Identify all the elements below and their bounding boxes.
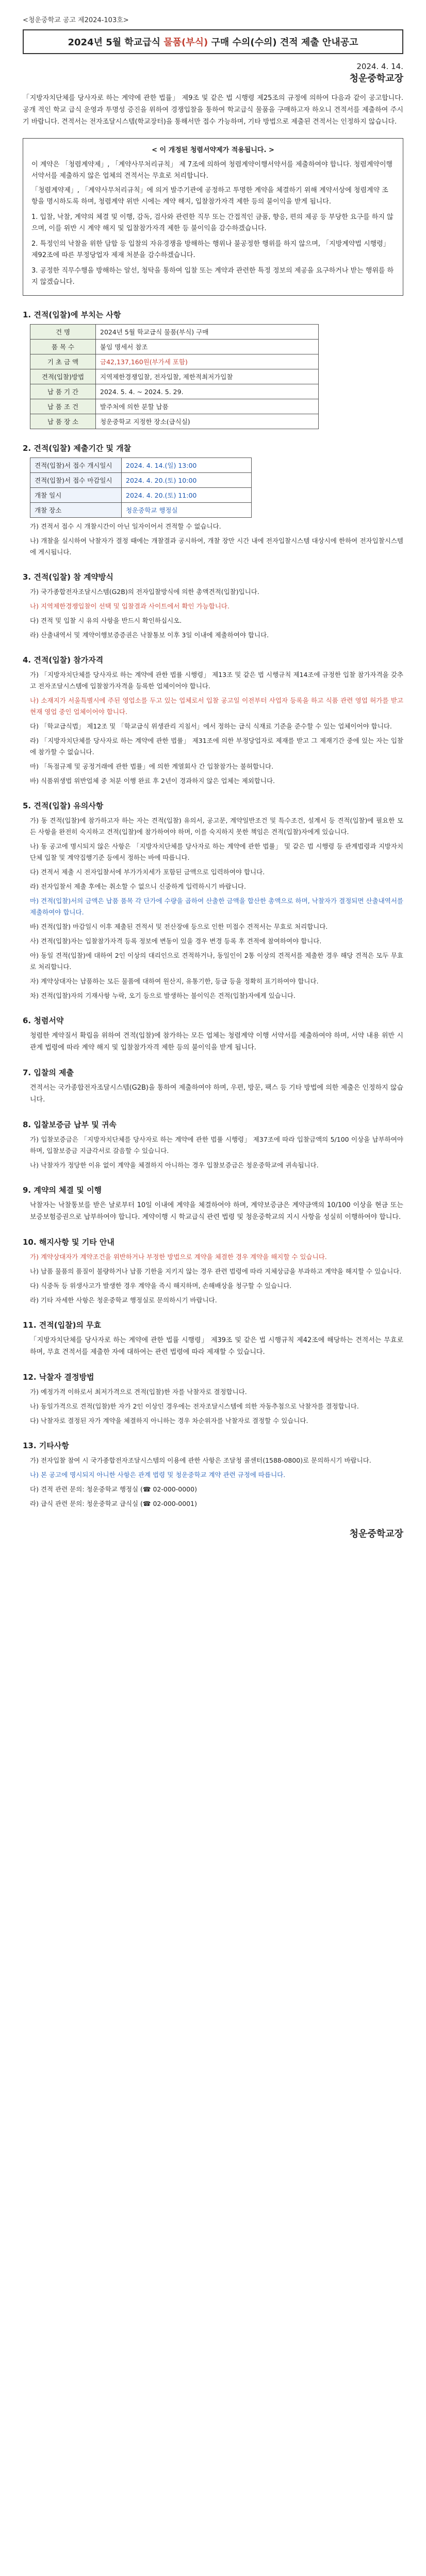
integrity-notice-list	[31, 212, 395, 288]
table-key: 납 품 조 건	[30, 399, 96, 414]
list-item: 다) 견적 및 입찰 시 유의 사항을 반드시 확인하십시오.	[30, 617, 182, 624]
table-value: 붙임 명세서 참조	[96, 340, 319, 354]
section-title: 3. 견적(입찰) 참 계약방식	[23, 572, 113, 582]
section-title: 1. 견적(입찰)에 부치는 사항	[23, 310, 121, 319]
integrity-notice-title: < 이 개정된 청렴서약제가 적용됩니다. >	[152, 146, 274, 154]
list-item: 가) 동 견적(입찰)에 참가하고자 하는 자는 견적(입찰) 유의서, 공고문, 계약일반조건 및 특수조건, 설계서 등 견적(입찰)에 필요한 모든 사항을 완전히 숙지하고 견적(입찰)에 참가하여야 하며, 이를 숙지하지 못한 책임은 견적(입찰)자에게 있습니다.	[30, 817, 403, 836]
list-item: 바) 식품위생법 위반업체 중 처분 이행 완료 후 2년이 경과하지 않은 업체는 제외합니다.	[30, 777, 275, 785]
title-prefix: 2024년 5월 학교급식	[68, 37, 164, 48]
table-row	[30, 369, 319, 384]
table-key: 건 명	[30, 325, 96, 340]
integrity-notice-intro: 이 계약은 「청렴계약제」, 「계약사무처리규칙」 제 7조에 의하여 청렴계약이행서약서를 제출하여야 합니다. 청렴계약이행서약서를 제출하지 않은 업체의 견적서는 무효로 처리합니다.	[31, 161, 393, 180]
section-title: 2. 견적(입찰) 제출기간 및 개찰	[23, 444, 132, 453]
notice-date: 2024. 4. 14.	[356, 62, 403, 71]
list-item: 나) 낙찰자가 정당한 이유 없이 계약을 체결하지 아니하는 경우 입찰보증금은 청운중학교에 귀속됩니다.	[30, 1161, 319, 1169]
title-suffix: 구매 수의(수의) 견적 제출 안내공고	[208, 37, 358, 48]
misc-list	[30, 1455, 403, 1510]
list-item: 나) 동 공고에 명시되지 않은 사항은 「지방자치단체를 당사자로 하는 계약에 관한 법률」 및 같은 법 시행령 등 관계법령과 지방자치단체 입찰 및 계약집행기준 등에서 정하는 바에 따릅니다.	[30, 842, 403, 861]
table-value: 2024. 5. 4. ~ 2024. 5. 29.	[96, 384, 319, 399]
table-row	[30, 488, 252, 503]
list-item: 바) 견적(입찰) 마감일시 이후 제출된 견적서 및 전산장애 등으로 인한 미접수 견적서는 무효로 처리합니다.	[30, 923, 328, 930]
table-key: 납 품 장 소	[30, 414, 96, 429]
termination-list	[30, 1251, 403, 1306]
table-key: 기 초 금 액	[30, 354, 96, 369]
table-row	[30, 384, 319, 399]
list-item: 다) 낙찰자로 결정된 자가 계약을 체결하지 아니하는 경우 차순위자를 낙찰자로 결정할 수 있습니다.	[30, 1417, 308, 1425]
table-key: 납 품 기 간	[30, 384, 96, 399]
table-row	[30, 458, 252, 473]
section-paragraph: 「지방자치단체를 당사자로 하는 계약에 관한 법률 시행령」 제39조 및 같은 법 시행규칙 제42조에 해당하는 견적서는 무효로 하며, 무효 견적서를 제출한 자에 대하여는 관련 법령에 따라 제재할 수 있습니다.	[30, 1336, 403, 1356]
table-value: 지역제한경쟁입찰, 전자입찰, 제한적최저가입찰	[96, 369, 319, 384]
table-row	[30, 354, 319, 369]
table-row	[30, 399, 319, 414]
list-item: 사) 견적(입찰)자는 입찰참가자격 등록 정보에 변동이 있을 경우 변경 등록 후 견적에 참여하여야 합니다.	[30, 937, 322, 945]
list-item: 가) 「지방자치단체를 당사자로 하는 계약에 관한 법률 시행령」 제13조 및 같은 법 시행규칙 제14조에 규정한 입찰 참가자격을 갖추고 전자조달시스템에 입찰참가자격을 등록한 업체이어야 합니다.	[30, 671, 403, 690]
list-item: 나) 소재지가 서울특별시에 주된 영업소를 두고 있는 업체로서 입찰 공고일 이전부터 사업자 등록을 하고 식품 관련 영업 허가를 받고 현재 영업 중인 업체이어야 합니다.	[30, 697, 403, 716]
table-value: 2024. 4. 14.(일) 13:00	[122, 458, 252, 473]
deposit-list	[30, 1134, 403, 1171]
list-item: 라) 급식 관련 문의: 청운중학교 급식실 (☎ 02-000-0001)	[30, 1500, 197, 1507]
section-title: 9. 계약의 체결 및 이행	[23, 1185, 102, 1195]
table-value: 청운중학교 행정실	[122, 503, 252, 518]
list-item: 나) 본 공고에 명시되지 아니한 사항은 관계 법령 및 청운중학교 계약 관련 규정에 따릅니다.	[30, 1471, 286, 1479]
table-key: 품 목 수	[30, 340, 96, 354]
section-title: 12. 낙찰자 결정방법	[23, 1372, 94, 1382]
list-item: 자) 계약상대자는 납품하는 모든 물품에 대하여 원산지, 유통기한, 등급 등을 정확히 표기하여야 합니다.	[30, 977, 319, 985]
section-title: 4. 견적(입찰) 참가자격	[23, 655, 104, 665]
table-value: 2024. 4. 20.(토) 10:00	[122, 473, 252, 488]
notice-meta	[23, 60, 403, 85]
list-item: 다) 「학교급식법」 제12조 및 「학교급식 위생관리 지침서」에서 정하는 급식 식재료 기준을 준수할 수 있는 업체이어야 합니다.	[30, 722, 392, 730]
section-title: 8. 입찰보증금 납부 및 귀속	[23, 1120, 117, 1129]
notice-title	[23, 29, 403, 54]
award-method-list	[30, 1386, 403, 1427]
table-value: 2024년 5월 학교급식 물품(부식) 구매	[96, 325, 319, 340]
list-item: 나) 납품 물품의 품질이 불량하거나 납품 기한을 지키지 않는 경우 관련 법령에 따라 지체상금을 부과하고 계약을 해지할 수 있습니다.	[30, 1267, 402, 1275]
list-item: 나) 지역제한경쟁입찰이 선택 및 입찰결과 사이트에서 확인 가능합니다.	[30, 602, 230, 610]
list-item: 다) 견적 관련 문의: 청운중학교 행정실 (☎ 02-000-0000)	[30, 1485, 197, 1493]
section-paragraph: 청렴한 계약질서 확립을 위하여 견적(입찰)에 참가하는 모든 업체는 청렴계약 이행 서약서를 제출하여야 하며, 서약 내용 위반 시 관계 법령에 따라 계약 해지 및 입찰참가자격 제한 등의 불이익을 받게 됩니다.	[30, 1032, 403, 1052]
list-item: 마) 견적(입찰)서의 금액은 납품 품목 각 단가에 수량을 곱하여 산출한 금액을 합산한 총액으로 하며, 낙찰자가 결정되면 산출내역서를 제출하여야 합니다.	[30, 897, 403, 916]
table-row	[30, 473, 252, 488]
integrity-notice-box	[23, 138, 403, 296]
section-title: 5. 견적(입찰) 유의사항	[23, 801, 104, 810]
list-item: 라) 「지방자치단체를 당사자로 하는 계약에 관한 법률」 제31조에 의한 부정당업자로 제재를 받고 그 제재기간 중에 있는 자는 입찰에 참가할 수 없습니다.	[30, 737, 403, 756]
list-item: 라) 산출내역서 및 계약이행보증증권은 낙찰통보 이후 3일 이내에 제출하여야 합니다.	[30, 631, 269, 639]
notice-number: <청운중학교 공고 제2024-103호>	[23, 16, 129, 24]
table-key: 견적(입찰)서 접수 마감일시	[30, 473, 122, 488]
table-row	[30, 503, 252, 518]
list-item: 2. 특정인의 낙찰을 위한 담합 등 입찰의 자유경쟁을 방해하는 행위나 불공정한 행위를 하지 않으며, 「지방계약법 시행령」 제92조에 따른 부정당업자 제재 처분을 감수하겠습니다.	[31, 240, 390, 259]
list-item: 차) 견적(입찰)자의 기재사항 누락, 오기 등으로 발생하는 불이익은 견적(입찰)자에게 있습니다.	[30, 992, 296, 999]
closing-signature	[23, 1528, 403, 1540]
section-paragraph: 낙찰자는 낙찰통보를 받은 날로부터 10일 이내에 계약을 체결하여야 하며, 계약보증금은 계약금액의 10/100 이상을 현금 또는 보증보험증권으로 납부하여야 합니다. 계약이행 시 학교급식 관련 법령 및 청운중학교의 지시 사항을 성실히 이행하여야 합니다.	[30, 1201, 403, 1221]
section-title: 7. 입찰의 제출	[23, 1068, 74, 1077]
table-key: 견적(입찰)서 접수 개시일시	[30, 458, 122, 473]
intro-paragraph: 「지방자치단체를 당사자로 하는 계약에 관한 법률」 제9조 및 같은 법 시행령 제25조의 규정에 의하여 다음과 같이 공고합니다. 공개 적인 학교 급식 운영과 투명성 증진을 위하여 경쟁입찰을 통하여 학교급식 물품을 구매하고자 하오니 견적서를 제출하여 주시기 바랍니다. 견적서는 전자조달시스템(학교장터)을 통해서만 접수 가능하며, 기타 방법으로 제출된 견적서는 인정하지 않습니다.	[23, 94, 403, 126]
table-row	[30, 325, 319, 340]
contract-method-list	[30, 586, 403, 641]
list-item: 가) 국가종합전자조달시스템(G2B)의 전자입찰방식에 의한 총액견적(입찰)입니다.	[30, 588, 259, 596]
list-item: 가) 입찰보증금은 「지방자치단체를 당사자로 하는 계약에 관한 법률 시행령」 제37조에 따라 입찰금액의 5/100 이상을 납부하여야 하며, 입찰보증금 지급각서로 갈음할 수 있습니다.	[30, 1136, 403, 1155]
table-key: 개찰 장소	[30, 503, 122, 518]
eligibility-list	[30, 669, 403, 787]
list-item: 가) 계약상대자가 계약조건을 위반하거나 부정한 방법으로 계약을 체결한 경우 계약을 해지할 수 있습니다.	[30, 1253, 327, 1261]
section-title: 11. 견적(입찰)의 무효	[23, 1320, 102, 1330]
integrity-notice-para: 「청렴계약제」, 「계약사무처리규칙」에 의거 발주기관에 공정하고 투명한 계약을 체결하기 위해 계약서상에 청렴계약 조항을 명시하도록 하며, 청렴계약 위반 시에는 계약 해지, 입찰참가자격 제한 등의 불이익을 받게 됩니다.	[31, 187, 388, 206]
table-value: 발주처에 의한 분할 납품	[96, 399, 319, 414]
list-item: 가) 예정가격 이하로서 최저가격으로 견적(입찰)한 자를 낙찰자로 결정합니다.	[30, 1388, 247, 1396]
list-item: 나) 동일가격으로 견적(입찰)한 자가 2인 이상인 경우에는 전자조달시스템에 의한 자동추첨으로 낙찰자를 결정합니다.	[30, 1402, 359, 1410]
list-item: 아) 동일 견적(입찰)에 대하여 2인 이상의 대리인으로 견적하거나, 동일인이 2통 이상의 견적서를 제출한 경우 해당 견적은 모두 무효로 처리합니다.	[30, 952, 403, 971]
table-value: 금42,137,160원(부가세 포함)	[96, 354, 319, 369]
table-row	[30, 414, 319, 429]
list-item: 라) 전자입찰서 제출 후에는 취소할 수 없으니 신중하게 입력하시기 바랍니다.	[30, 883, 246, 890]
bid-info-table	[30, 324, 319, 429]
list-item: 가) 전자입찰 참여 시 국가종합전자조달시스템의 이용에 관한 사항은 조달청 콜센터(1588-0800)로 문의하시기 바랍니다.	[30, 1456, 371, 1464]
list-item: 마) 「독점규제 및 공정거래에 관한 법률」에 의한 계열회사 간 입찰참가는 불허합니다.	[30, 762, 274, 770]
list-item: 다) 식중독 등 위생사고가 발생한 경우 계약을 즉시 해지하며, 손해배상을 청구할 수 있습니다.	[30, 1282, 292, 1290]
list-item: 나) 개찰을 실시하여 낙찰자가 결정 때에는 개찰결과 공시하여, 개찰 장만 시간 내에 전자입찰시스템 대상시에 한하여 전자입찰시스템에 게시됩니다.	[30, 537, 403, 556]
table-value: 2024. 4. 20.(토) 11:00	[122, 488, 252, 503]
section-title: 10. 해지사항 및 기타 안내	[23, 1238, 114, 1247]
section-title: 13. 기타사항	[23, 1441, 69, 1450]
table-row	[30, 340, 319, 354]
table-key: 개찰 일시	[30, 488, 122, 503]
schedule-notes	[30, 521, 403, 558]
list-item: 라) 기타 자세한 사항은 청운중학교 행정실로 문의하시기 바랍니다.	[30, 1296, 217, 1304]
section-title: 6. 청렴서약	[23, 1016, 64, 1025]
list-item: 1. 입찰, 낙찰, 계약의 체결 및 이행, 감독, 검사와 관련한 직무 또는 간접적인 금품, 향응, 편의 제공 등 부당한 요구를 하지 않으며, 이를 위반 시 계약 해지 및 입찰참가자격 제한 등 불이익을 감수하겠습니다.	[31, 213, 394, 232]
closing-issuer: 청운중학교장	[349, 1529, 403, 1539]
table-key: 견적(입찰)방법	[30, 369, 96, 384]
list-item: 다) 견적서 제출 시 전자입찰서에 부가가치세가 포함된 금액으로 입력하여야 합니다.	[30, 868, 265, 876]
precautions-list	[30, 815, 403, 1002]
table-value: 청운중학교 지정한 장소(급식실)	[96, 414, 319, 429]
section-paragraph: 견적서는 국가종합전자조달시스템(G2B)을 통하여 제출하여야 하며, 우편, 방문, 팩스 등 기타 방법에 의한 제출은 인정하지 않습니다.	[30, 1084, 403, 1104]
list-item: 3. 공정한 직무수행을 방해하는 알선, 청탁을 통하여 입찰 또는 계약과 관련한 특정 정보의 제공을 요구하거나 받는 행위를 하지 않겠습니다.	[31, 267, 394, 286]
list-item: 가) 견적서 접수 시 개찰시간이 아닌 일자이어서 견적할 수 없습니다.	[30, 522, 221, 530]
issuer-name: 청운중학교장	[349, 73, 403, 84]
title-highlight: 물품(부식)	[163, 37, 208, 48]
schedule-table	[30, 457, 252, 518]
